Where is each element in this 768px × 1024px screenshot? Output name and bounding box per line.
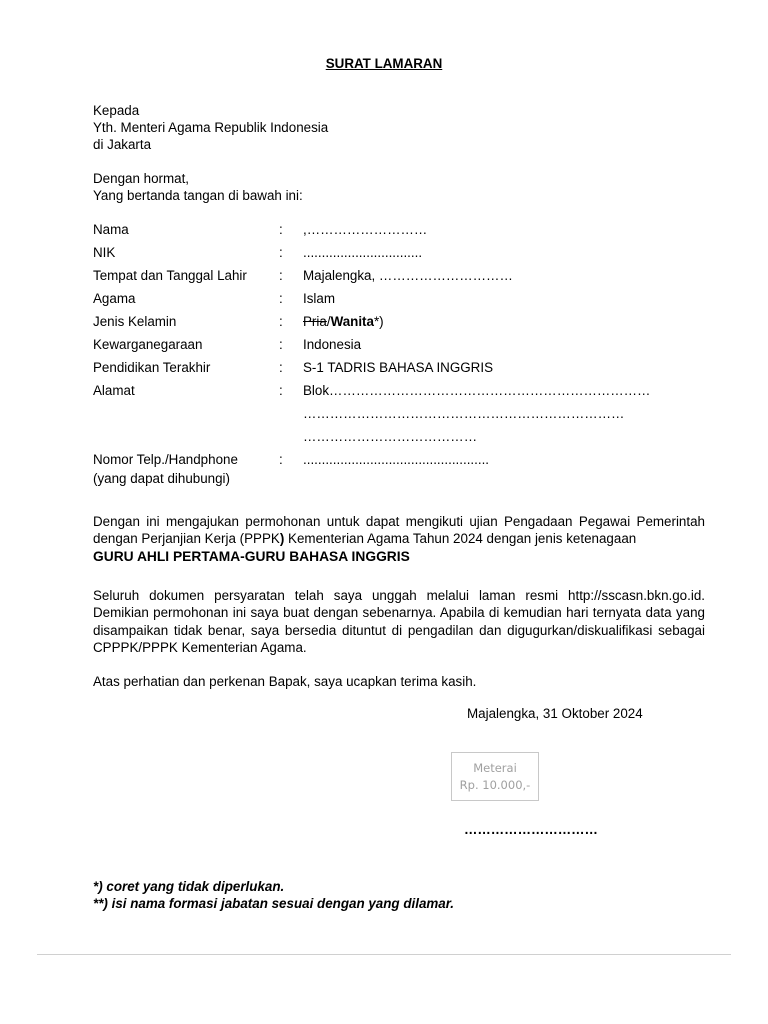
paragraph-text: Seluruh dokumen persyaratan telah saya unggah melalui laman resmi http://sscasn.bkn.go.id.: [93, 588, 705, 603]
field-row-nama: [93, 221, 713, 241]
field-label: Jenis Kelamin: [93, 314, 177, 329]
intro-line: Yang bertanda tangan di bawah ini:: [93, 188, 303, 203]
page-divider: [37, 954, 731, 955]
page-title: SURAT LAMARAN: [325, 56, 443, 71]
field-row-agama: [93, 290, 713, 310]
greeting-line: Dengan hormat,: [93, 171, 190, 186]
option-separator: /: [326, 314, 331, 329]
struck-option: Pria: [303, 314, 327, 329]
address-line-kepada: Kepada: [93, 103, 140, 118]
field-label: Pendidikan Terakhir: [93, 360, 211, 375]
selected-option: Wanita: [330, 314, 374, 329]
field-value: Islam: [303, 291, 335, 306]
footnote-2: **) isi nama formasi jabatan sesuai dengan yang dilamar.: [93, 896, 454, 911]
field-row-telp: [93, 451, 713, 471]
field-row-nik: [93, 244, 713, 264]
field-value: [303, 313, 384, 330]
field-label: Tempat dan Tanggal Lahir: [93, 268, 247, 283]
field-colon: :: [279, 452, 283, 467]
stamp-box: [451, 752, 539, 801]
field-label: Kewarganegaraan: [93, 337, 203, 352]
stamp-label: Meterai: [473, 761, 517, 775]
paragraph-text: Kementerian Agama Tahun 2024 dengan jenis ketenagaan: [284, 531, 637, 547]
application-paragraph: [93, 513, 705, 565]
field-label: Nomor Telp./Handphone: [93, 452, 238, 467]
position-name: GURU AHLI PERTAMA-GURU BAHASA INGGRIS: [93, 548, 410, 564]
signature-line: …………………………: [464, 822, 598, 837]
field-colon: :: [279, 222, 283, 237]
field-value: Indonesia: [303, 337, 362, 352]
field-value: ,………………………: [303, 222, 428, 237]
paragraph-text: dengan Perjanjian Kerja (PPPK: [93, 531, 280, 547]
closing-line: Atas perhatian dan perkenan Bapak, saya ucapkan terima kasih.: [93, 674, 477, 689]
field-colon: :: [279, 360, 283, 375]
field-value: S-1 TADRIS BAHASA INGGRIS: [303, 360, 493, 375]
field-colon: :: [279, 383, 283, 398]
footnote-1: *) coret yang tidak diperlukan.: [93, 879, 285, 894]
field-value: ..................................................: [303, 452, 490, 467]
stamp-amount: Rp. 10.000,-: [459, 778, 531, 792]
field-label: Nama: [93, 222, 129, 237]
paragraph-text: Demikian permohonan ini saya buat dengan sebenarnya. Apabila di kemudian hari ternyata data: [93, 605, 672, 621]
paragraph-text: yang disampaikan tidak benar, saya bersedia dituntut di pengadilan dan digugurkan/diskualifikasi: [93, 605, 705, 638]
field-row-ttl: [93, 267, 713, 287]
paragraph-text-bold: ): [279, 531, 285, 547]
field-label: Alamat: [93, 383, 135, 398]
field-row-kewarganegaraan: [93, 336, 713, 356]
alamat-continuation-1: ………………………………………………………………: [303, 406, 625, 421]
declaration-paragraph: [93, 587, 705, 656]
paragraph-text: sebagai CPPPK/PPPK Kementerian Agama.: [93, 622, 705, 655]
field-colon: :: [279, 291, 283, 306]
address-line-recipient: Yth. Menteri Agama Republik Indonesia: [93, 120, 329, 135]
footnote-marker: *): [373, 314, 384, 329]
field-colon: :: [279, 245, 283, 260]
field-value: ................................: [303, 245, 423, 260]
field-label: Agama: [93, 291, 136, 306]
field-label: NIK: [93, 245, 116, 260]
field-colon: :: [279, 337, 283, 352]
place-date: Majalengka, 31 Oktober 2024: [467, 706, 643, 721]
field-value: Blok………………………………………………………………: [303, 383, 651, 398]
field-row-alamat: [93, 382, 713, 402]
field-colon: :: [279, 314, 283, 329]
paragraph-text: Dengan ini mengajukan permohonan untuk dapat mengikuti ujian Pengadaan Pegawai Pemerintah: [93, 514, 705, 529]
field-value: Majalengka, …………………………: [303, 268, 513, 283]
field-row-jenis-kelamin: [93, 313, 713, 333]
field-colon: :: [279, 268, 283, 283]
field-row-pendidikan: [93, 359, 713, 379]
address-line-city: di Jakarta: [93, 137, 152, 152]
field-label-telp-note: (yang dapat dihubungi): [93, 471, 230, 486]
alamat-continuation-2: …………………………………: [303, 429, 478, 444]
